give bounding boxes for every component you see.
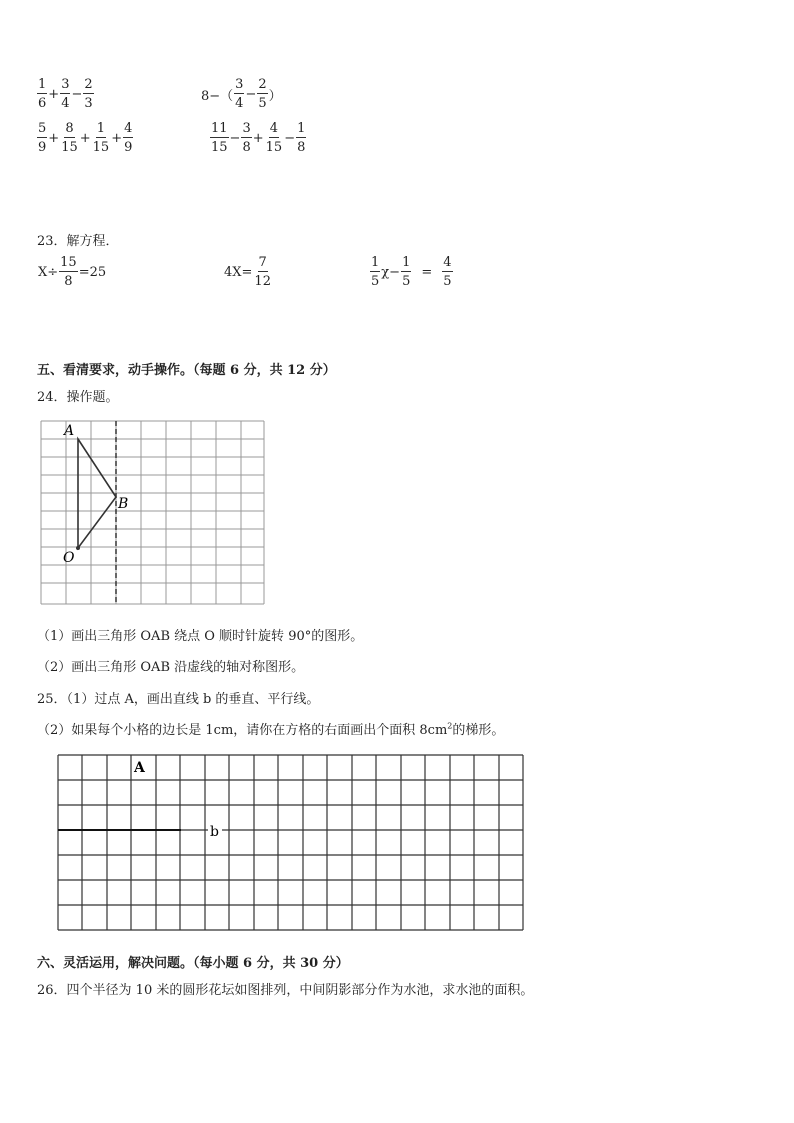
q24-sub1: （1）画出三角形 OAB 绕点 O 顺时针旋转 90°的图形。 — [37, 629, 364, 644]
equation-1: X÷ $\frac{15}{8}$ =25 — [38, 255, 107, 289]
equation-2: 4X= $\frac{7}{12}$ — [224, 255, 271, 289]
fraction: $\frac{3}{8}$ — [242, 121, 251, 155]
q24-grid-figure — [38, 418, 268, 608]
fraction: $\frac{3}{4}$ — [235, 77, 244, 111]
label-o: O — [63, 550, 75, 566]
fraction: $\frac{4}{5}$ — [443, 255, 452, 289]
expression-2: 8−（ $\frac{3}{4}$ − $\frac{2}{5}$ ） — [201, 77, 282, 111]
fraction: $\frac{1}{6}$ — [38, 77, 47, 111]
fraction: $\frac{1}{8}$ — [297, 121, 306, 155]
fraction: $\frac{1}{15}$ — [92, 121, 110, 155]
expression-3: $\frac{5}{9}$ + $\frac{8}{15}$ + $\frac{1}{15}$ + $\frac{4}{9}$ — [38, 121, 133, 155]
q24-title: 24．操作题。 — [37, 390, 119, 405]
point-o — [76, 546, 80, 550]
fraction: $\frac{15}{8}$ — [60, 255, 77, 289]
label-a: A — [134, 760, 145, 776]
q25-sub1: 25．（1）过点 A，画出直线 b 的垂直、平行线。 — [37, 692, 320, 707]
q26-text: 26．四个半径为 10 米的圆形花坛如图排列，中间阴影部分作为水池，求水池的面积。 — [37, 983, 534, 998]
fraction: $\frac{4}{9}$ — [124, 121, 133, 155]
fraction: $\frac{3}{4}$ — [61, 77, 70, 111]
fraction: $\frac{8}{15}$ — [61, 121, 78, 155]
q25-sub2: （2）如果每个小格的边长是 1cm，请你在方格的右面画出个面积 $8cm^2$的梯形。 — [37, 721, 505, 738]
equation-3: $\frac{1}{5}$ χ− $\frac{1}{5}$ = $\frac{4}{5}$ — [371, 255, 452, 289]
expression-4: $\frac{11}{15}$ − $\frac{3}{8}$ + $\frac{4}{15}$ − $\frac{1}{8}$ — [211, 121, 306, 155]
fraction: $\frac{2}{5}$ — [258, 77, 267, 111]
fraction: $\frac{1}{5}$ — [371, 255, 380, 289]
expression-1: $\frac{1}{6}$ + $\frac{3}{4}$ − $\frac{2}{3}$ — [38, 77, 93, 111]
section-5-heading: 五、看清要求，动手操作。（每题 6 分，共 12 分） — [37, 363, 336, 378]
fraction: $\frac{4}{15}$ — [265, 121, 283, 155]
q23-title: 23．解方程． — [37, 234, 119, 249]
section-6-heading: 六、灵活运用，解决问题。（每小题 6 分，共 30 分） — [37, 956, 349, 971]
fraction: $\frac{1}{5}$ — [402, 255, 411, 289]
label-a: A — [64, 423, 75, 439]
fraction: $\frac{7}{12}$ — [254, 255, 271, 289]
q25-grid-figure — [55, 752, 527, 934]
label-b: b — [210, 824, 219, 840]
q24-sub2: （2）画出三角形 OAB 沿虚线的轴对称图形。 — [37, 660, 305, 675]
label-b: B — [118, 496, 129, 512]
fraction: $\frac{2}{3}$ — [84, 77, 93, 111]
fraction: $\frac{5}{9}$ — [38, 121, 47, 155]
fraction: $\frac{11}{15}$ — [211, 121, 228, 155]
